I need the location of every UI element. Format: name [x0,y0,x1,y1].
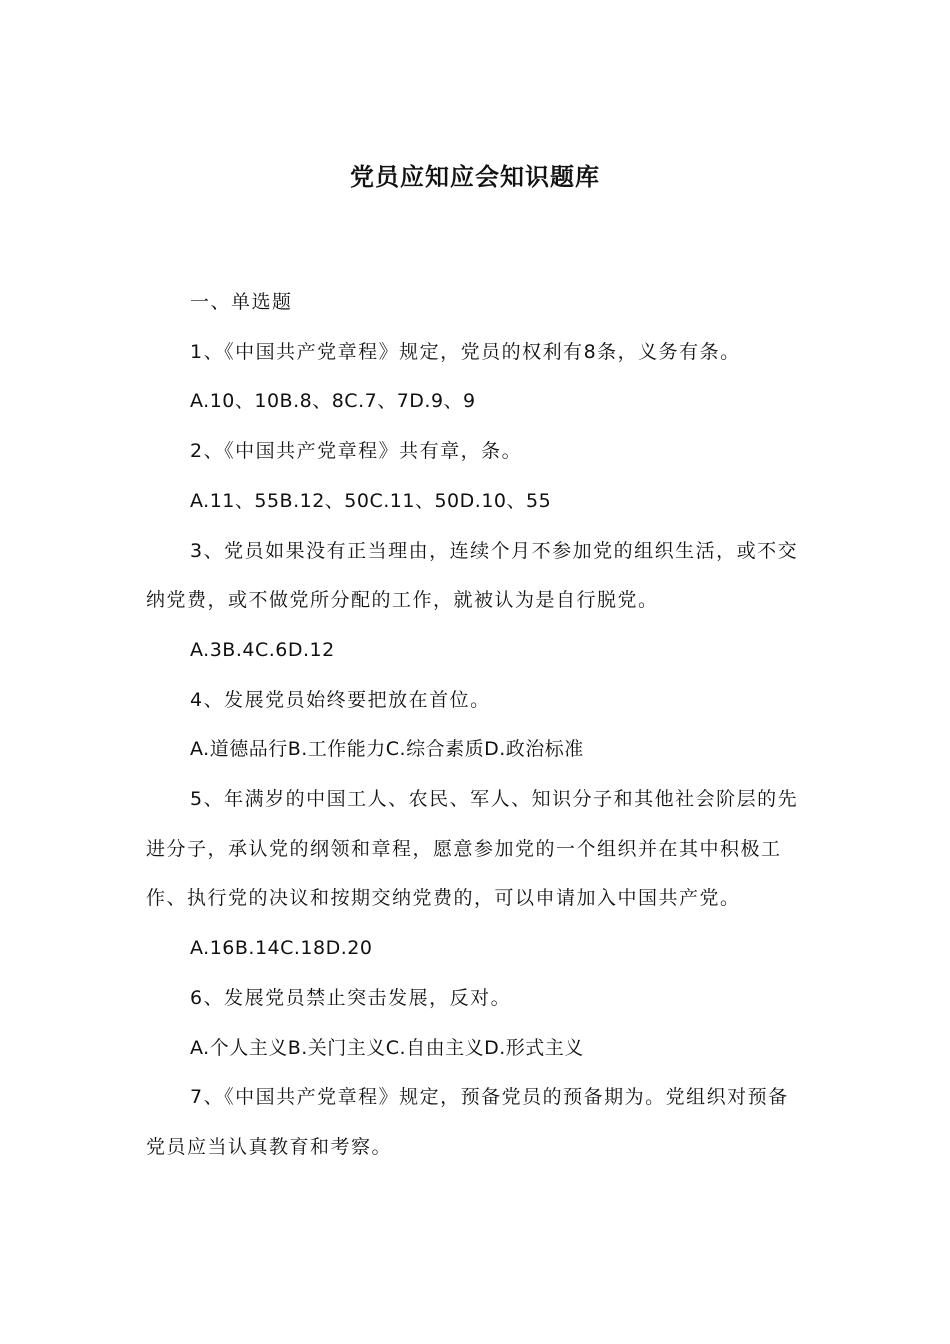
question-1-options: A.10、10B.8、8C.7、7D.9、9 [190,390,476,413]
question-4: 4、发展党员始终要把放在首位。 [190,688,491,711]
question-7: 7、《中国共产党章程》规定，预备党员的预备期为。党组织对预备党员应当认真教育和考察。 [146,1086,789,1158]
question-6-options: A.个人主义B.关门主义C.自由主义D.形式主义 [190,1036,584,1059]
question-5: 5、年满岁的中国工人、农民、军人、知识分子和其他社会阶层的先进分子，承认党的纲领和章程，愿意参加党的一个组织并在其中积极工作、执行党的决议和按期交纳党费的，可以申请加入中国共产党。 [146,788,799,910]
question-4-options: A.道德品行B.工作能力C.综合素质D.政治标准 [190,738,584,761]
question-6: 6、发展党员禁止突击发展，反对。 [190,986,512,1009]
page-title: 党员应知应会知识题库 [350,163,600,191]
section-heading: 一、单选题 [190,291,293,313]
question-2-options: A.11、55B.12、50C.11、50D.10、55 [190,489,552,512]
question-3: 3、党员如果没有正当理由，连续个月不参加党的组织生活，或不交纳党费，或不做党所分配的工作，就被认为是自行脱党。 [146,539,799,612]
document-body [146,278,806,1173]
question-2: 2、《中国共产党章程》共有章，条。 [190,440,523,463]
question-3-options: A.3B.4C.6D.12 [190,638,335,661]
question-5-options: A.16B.14C.18D.20 [190,937,373,960]
question-1: 1、《中国共产党章程》规定，党员的权利有8条，义务有条。 [190,340,741,363]
